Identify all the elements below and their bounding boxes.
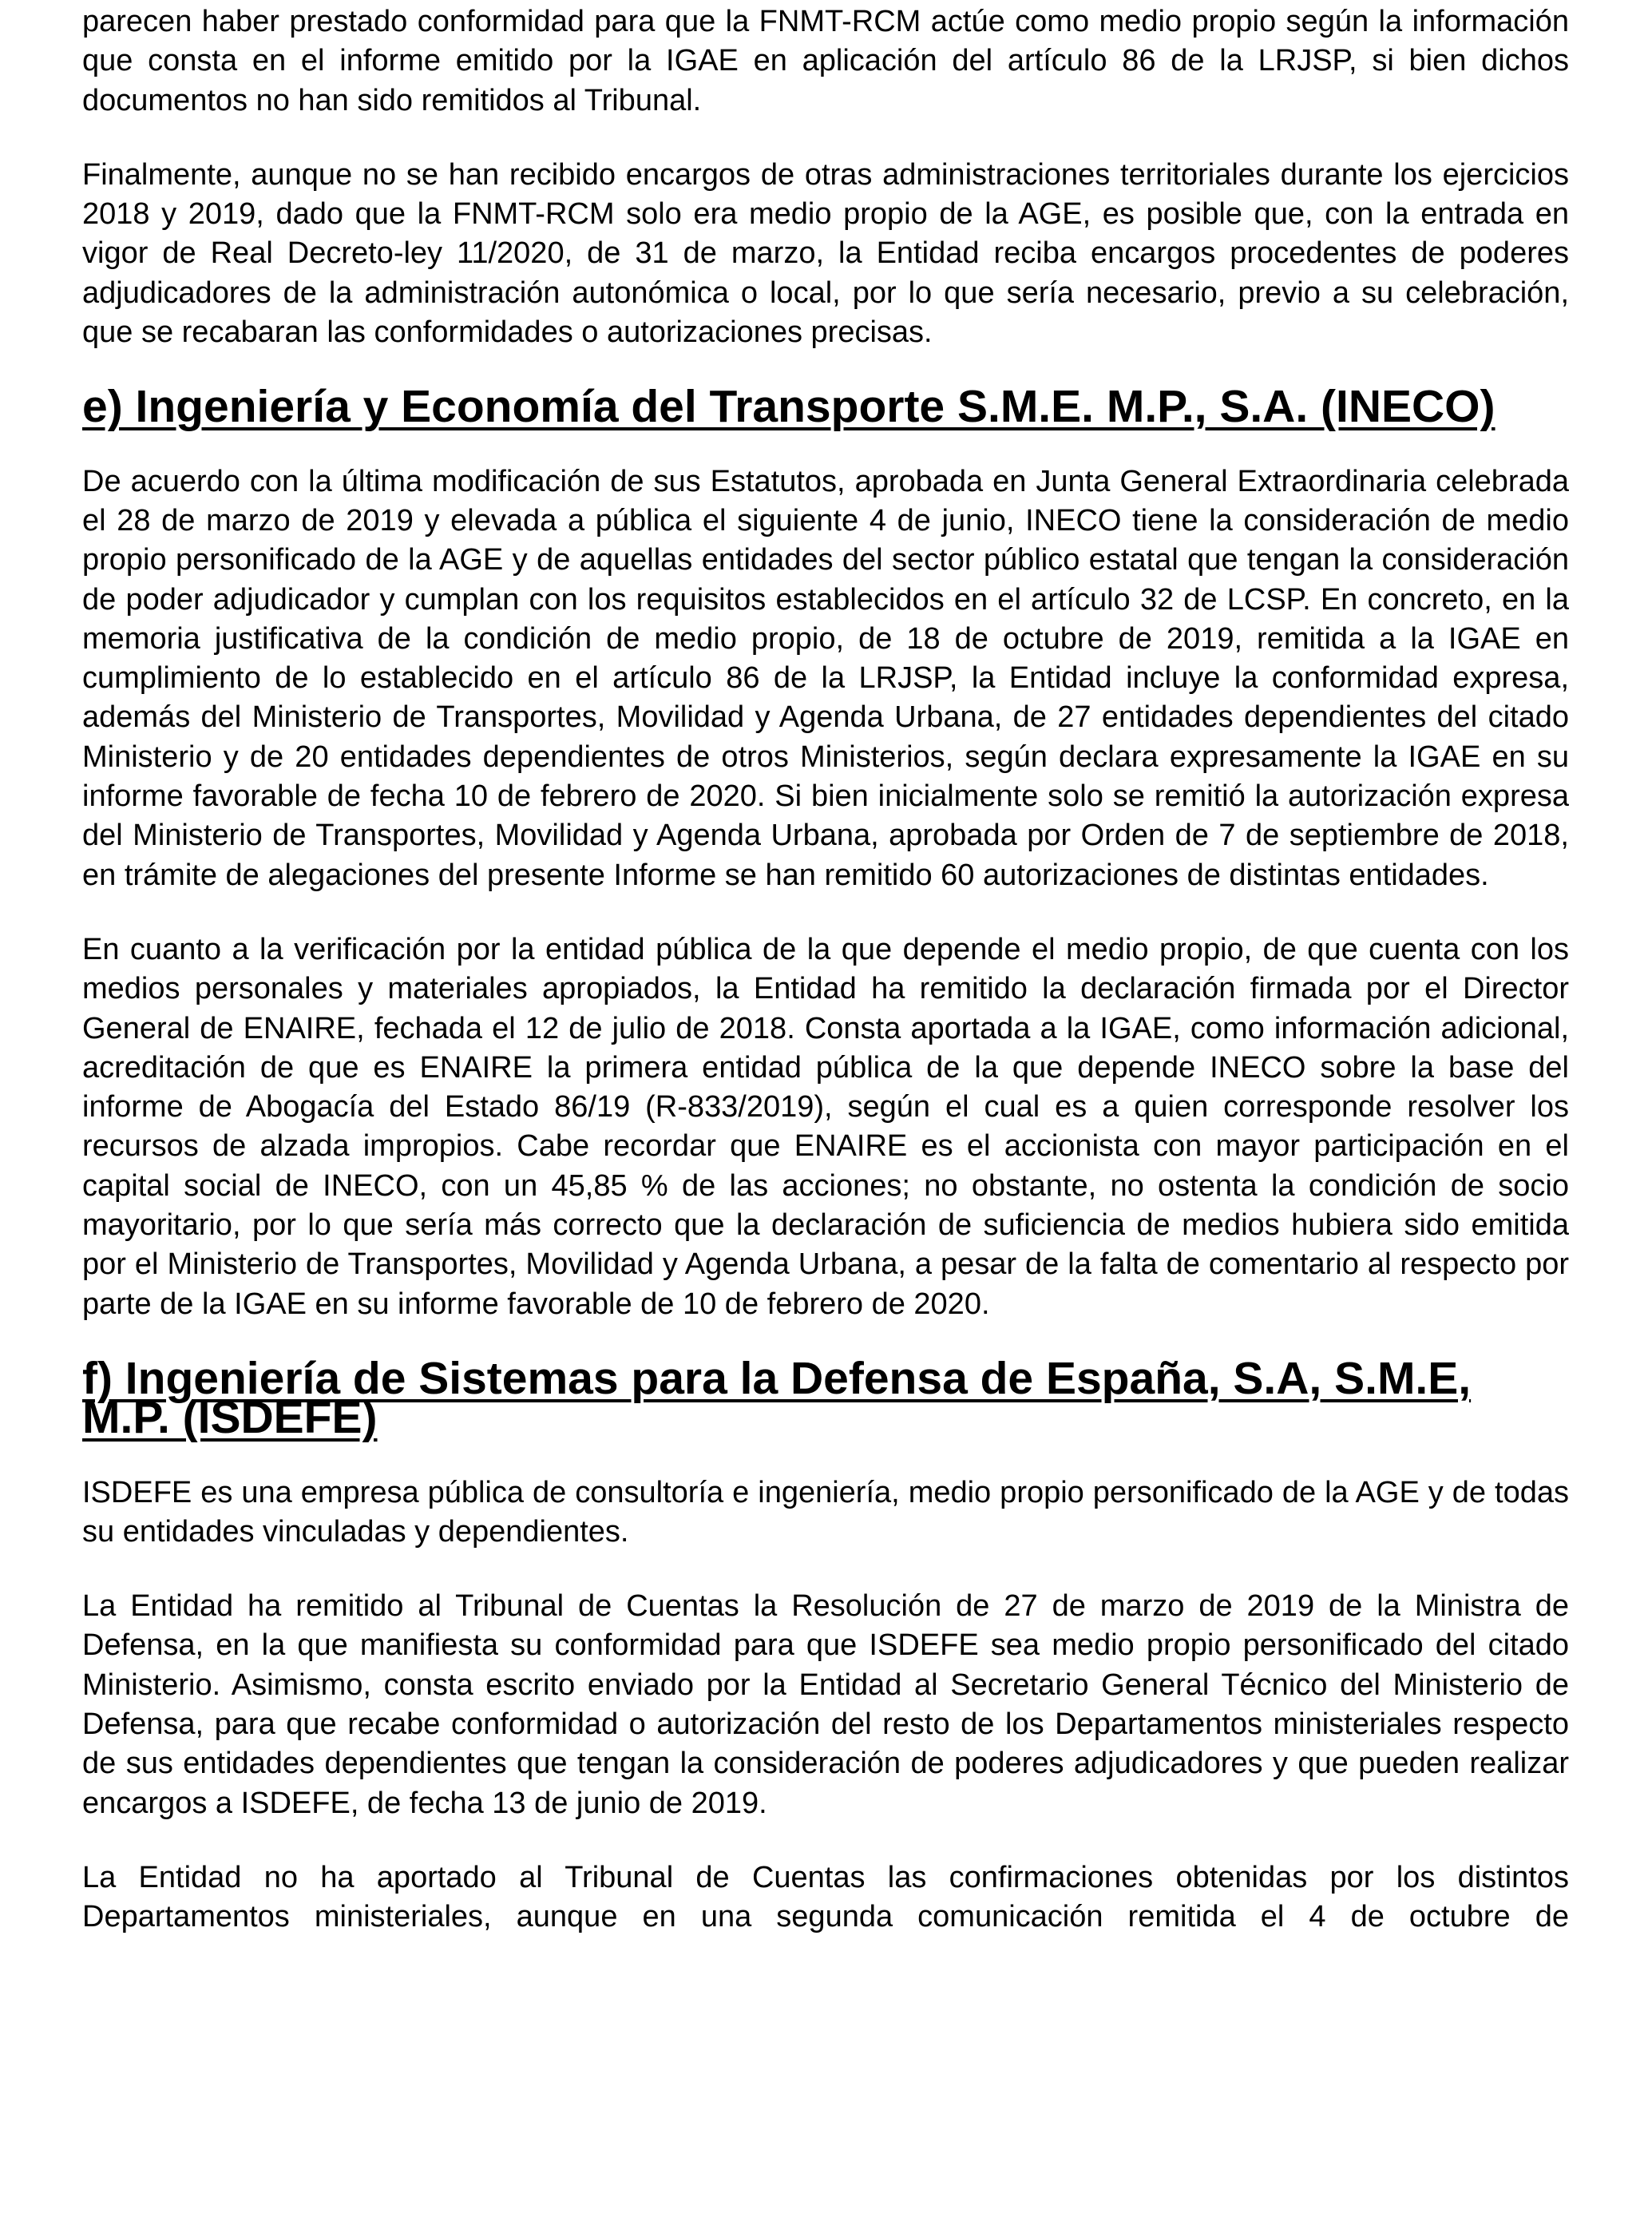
paragraph-ineco-verificacion: En cuanto a la verificación por la entidad pública de la que depende el medio propio, de que cuenta con los medios personales y materiales apropiados, la Entidad ha remitido la declaración firmada por el Director General de ENAIRE, fechada el 12 de julio de 2018. Consta aportada a la IGAE, como información adicional, acreditación de que es ENAIRE la primera entidad pública de la que depende INECO sobre la base del informe de Abogacía del Estado 86/19 (R-833/2019), según el cual es a quien corresponde resolver los recursos de alzada impropios. Cabe recordar que ENAIRE es el accionista con mayor participación en el capital social de INECO, con un 45,85 % de las acciones; no obstante, no ostenta la condición de socio mayoritario, por lo que sería más correcto que la declaración de suficiencia de medios hubiera sido emitida por el Ministerio de Transportes, Movilidad y Agenda Urbana, a pesar de la falta de comentario al respecto por parte de la IGAE en su informe favorable de 10 de febrero de 2020.: [82, 932, 1569, 1321]
paragraph-isdefe-resolucion: La Entidad ha remitido al Tribunal de Cuentas la Resolución de 27 de marzo de 2019 de la Ministra de Defensa, en la que manifiesta su conformidad para que ISDEFE sea medio propio personificado del citado Ministerio. Asimismo, consta escrito enviado por la Entidad al Secretario General Técnico del Ministerio de Defensa, para que recabe conformidad o autorización del resto de los Departamentos ministeriales respecto de sus entidades dependientes que tengan la consideración de poderes adjudicadores y que pueden realizar encargos a ISDEFE, de fecha 13 de junio de 2019.: [82, 1589, 1569, 1820]
paragraph-isdefe-descripcion: ISDEFE es una empresa pública de consultoría e ingeniería, medio propio personificado de la AGE y de todas su entidades vinculadas y dependientes.: [82, 1475, 1569, 1549]
paragraph-fnmt-continuation: parecen haber prestado conformidad para que la FNMT-RCM actúe como medio propio según la información que consta en el informe emitido por la IGAE en aplicación del artículo 86 de la LRJSP, si bien dichos documentos no han sido remitidos al Tribunal.: [82, 5, 1569, 117]
paragraph-fnmt-finalmente: Finalmente, aunque no se han recibido encargos de otras administraciones territoriales durante los ejercicios 2018 y 2019, dado que la FNMT-RCM solo era medio propio de la AGE, es posible que, con la entrada en vigor de Real Decreto-ley 11/2020, de 31 de marzo, la Entidad reciba encargos procedentes de poderes adjudicadores de la administración autonómica o local, por lo que sería necesario, previo a su celebración, que se recabaran las conformidades o autorizaciones precisas.: [82, 157, 1569, 350]
paragraph-isdefe-confirmaciones: La Entidad no ha aportado al Tribunal de Cuentas las confirmaciones obtenidas por los distintos Departamentos ministeriales, aunque en una segunda comunicación remitida el 4 de octubre de: [82, 1860, 1569, 1934]
paragraph-ineco-estatutos: De acuerdo con la última modificación de sus Estatutos, aprobada en Junta General Extraordinaria celebrada el 28 de marzo de 2019 y elevada a pública el siguiente 4 de junio, INECO tiene la consideración de medio propio personificado de la AGE y de aquellas entidades del sector público estatal que tengan la consideración de poder adjudicador y cumplan con los requisitos establecidos en el artículo 32 de LCSP. En concreto, en la memoria justificativa de la condición de medio propio, de 18 de octubre de 2019, remitida a la IGAE en cumplimiento de lo establecido en el artículo 86 de la LRJSP, la Entidad incluye la conformidad expresa, además del Ministerio de Transportes, Movilidad y Agenda Urbana, de 27 entidades dependientes del citado Ministerio y de 20 entidades dependientes de otros Ministerios, según declara expresamente la IGAE en su informe favorable de fecha 10 de febrero de 2020. Si bien inicialmente solo se remitió la autorización expresa del Ministerio de Transportes, Movilidad y Agenda Urbana, aprobada por Orden de 7 de septiembre de 2018, en trámite de alegaciones del presente Informe se han remitido 60 autorizaciones de distintas entidades.: [82, 464, 1569, 892]
section-heading-isdefe: f) Ingeniería de Sistemas para la Defensa de España, S.A, S.M.E, M.P. (ISDEFE): [82, 1352, 1472, 1444]
section-heading-ineco: e) Ingeniería y Economía del Transporte S.M.E. M.P., S.A. (INECO): [82, 381, 1496, 433]
